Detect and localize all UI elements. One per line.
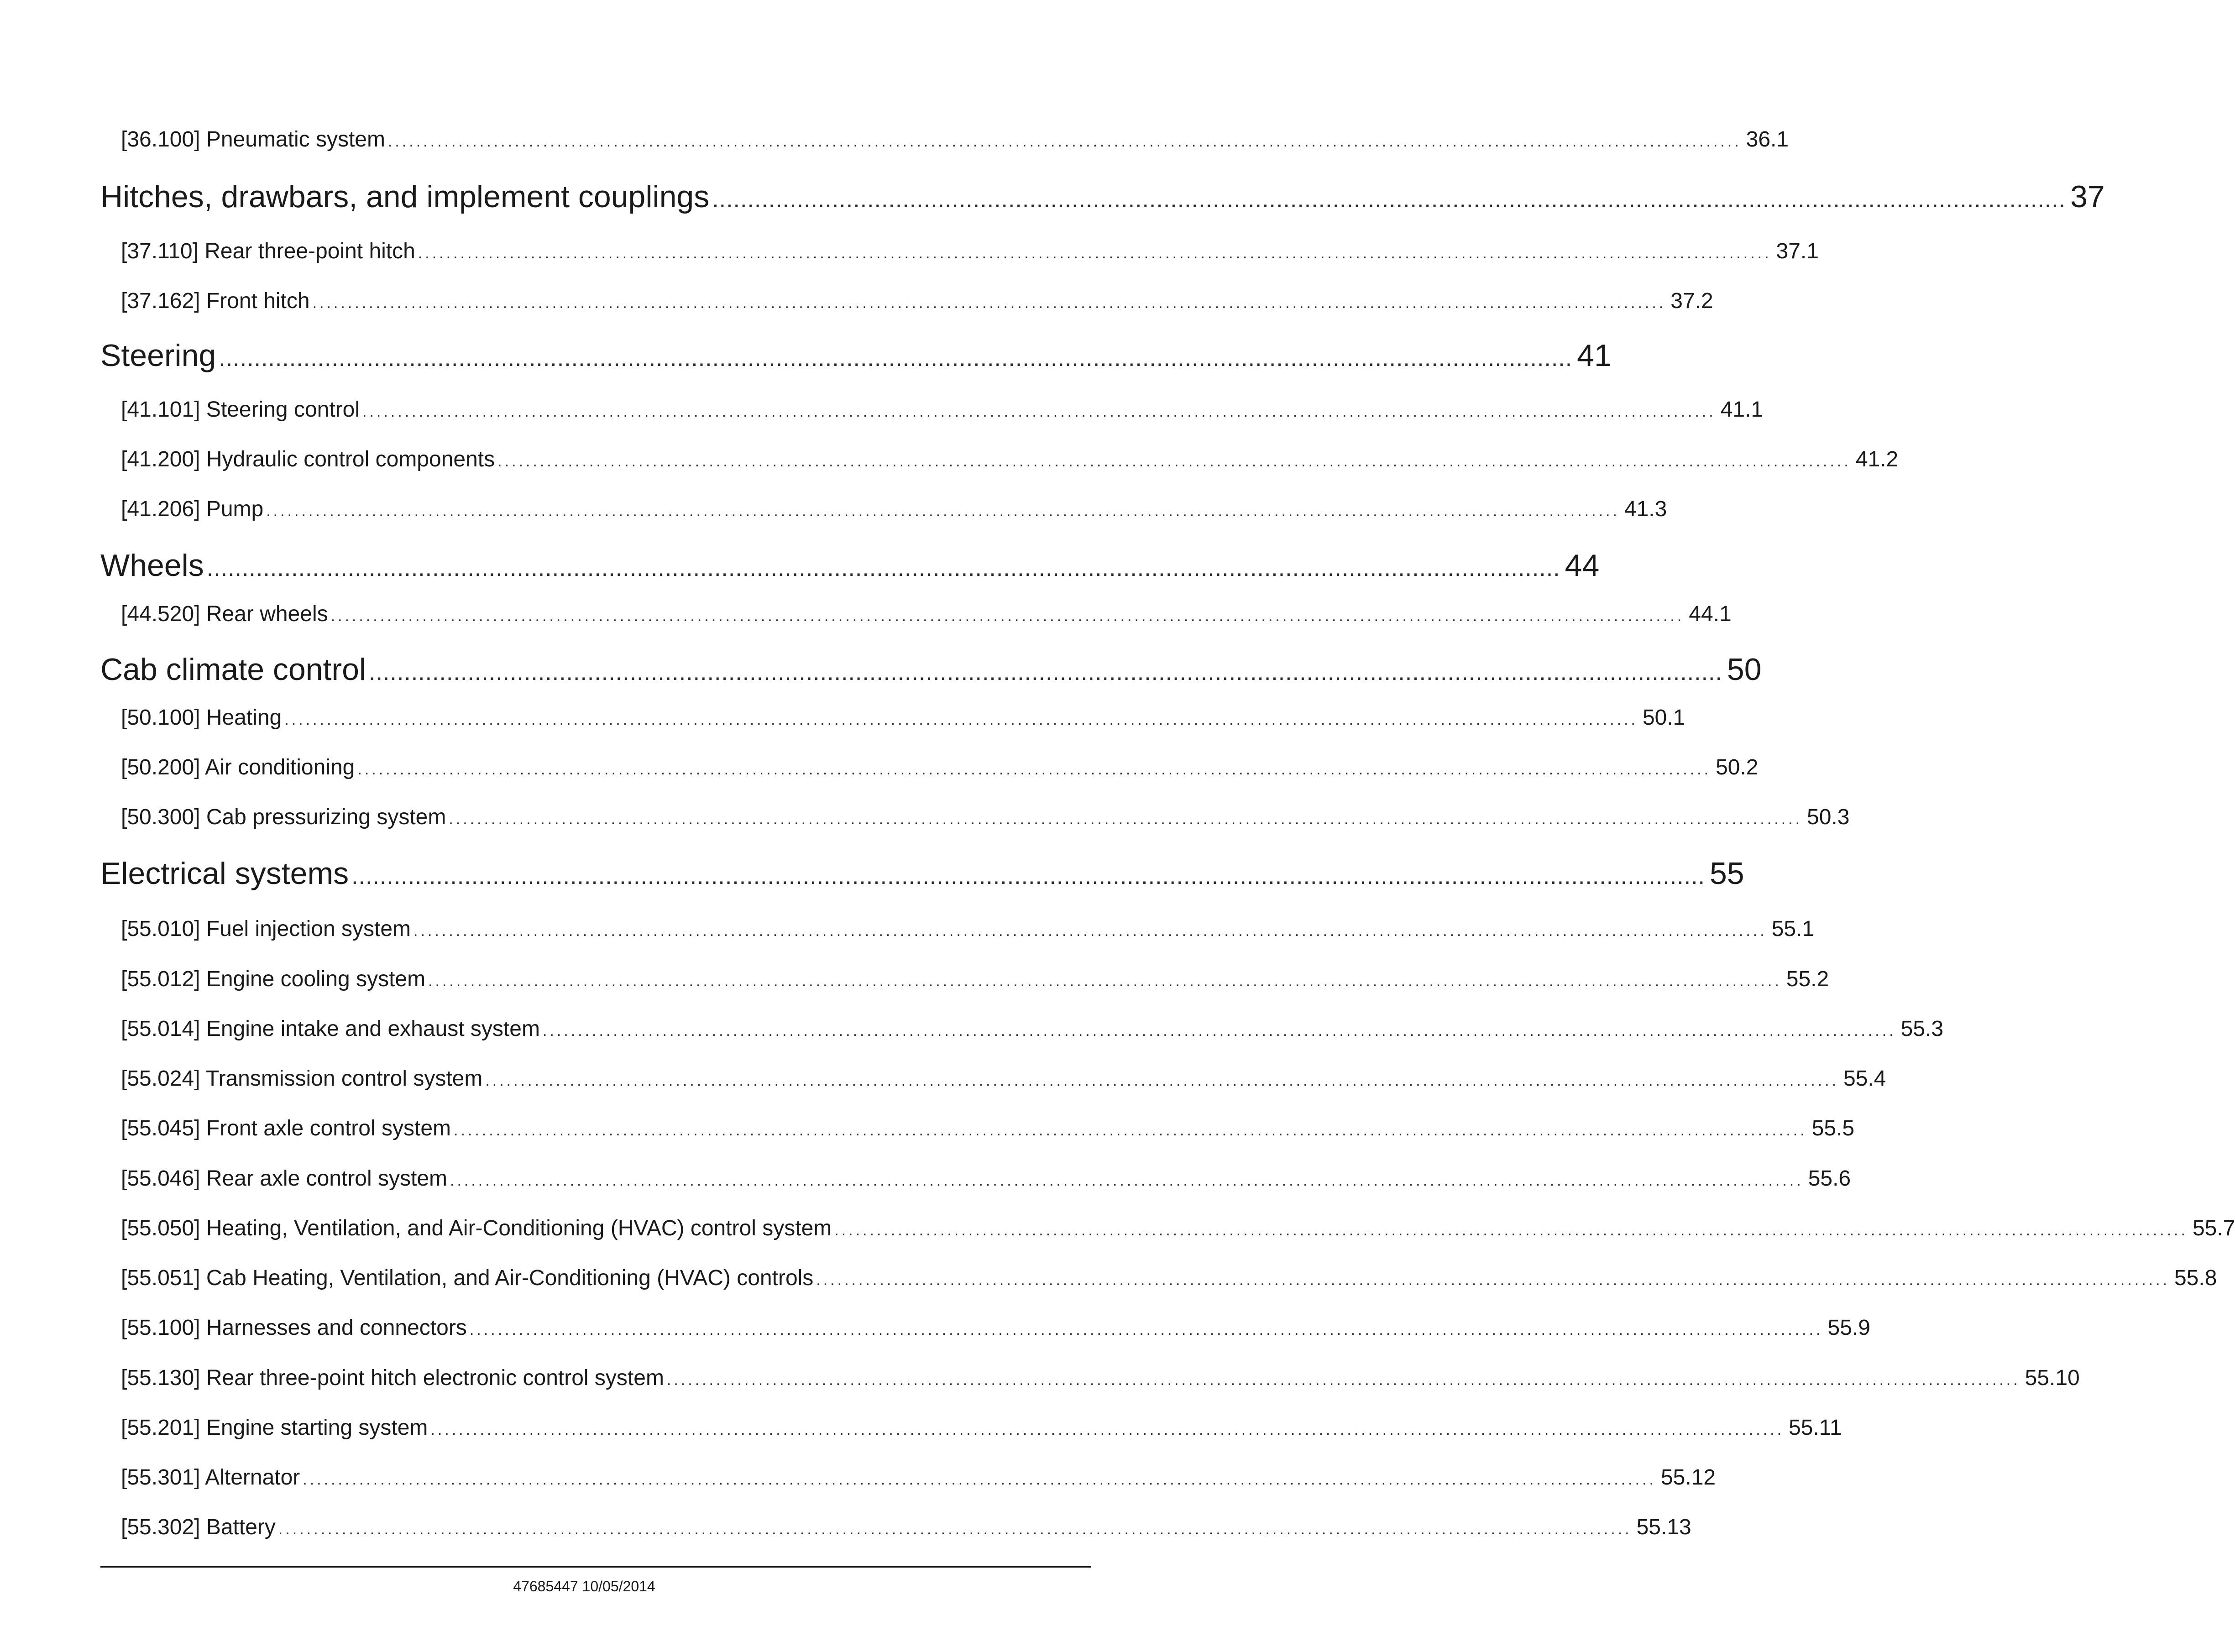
dot-leader: ................................................................................................................................................................................................ (414, 922, 1767, 940)
toc-entry-title: [50.300] Cab pressurizing system (121, 805, 446, 829)
dot-leader: ................................................................................................................................................................................................ (266, 502, 1620, 520)
toc-entry-title: [37.162] Front hitch (121, 289, 310, 313)
toc-entry-page: 37.1 (1776, 239, 1819, 263)
toc-entry[interactable] (121, 288, 1713, 314)
toc-section-title: Cab climate control (100, 652, 366, 687)
toc-entry[interactable] (121, 1166, 1851, 1191)
toc-entry-title: [55.045] Front axle control system (121, 1116, 451, 1140)
dot-leader: ................................................................................................................................................................................................ (430, 1421, 1785, 1438)
dot-leader: ................................................................................................................................................................................................ (816, 1271, 2170, 1289)
toc-entry-page: 55.2 (1786, 967, 1829, 991)
toc-entry[interactable] (121, 1216, 2235, 1241)
toc-section-page: 55 (1709, 856, 1744, 891)
toc-entry-title: [55.024] Transmission control system (121, 1066, 483, 1091)
dot-leader: ................................................................................................................................................................................................ (219, 345, 1573, 371)
toc-entry[interactable] (121, 447, 1899, 472)
dot-leader: ................................................................................................................................................................................................ (712, 186, 2066, 213)
toc-entry-title: [55.012] Engine cooling system (121, 967, 426, 991)
toc-entry[interactable] (121, 1016, 1944, 1041)
footer-document-id: 47685447 10/05/2014 (513, 1578, 655, 1594)
dot-leader: ................................................................................................................................................................................................ (278, 1521, 1632, 1538)
toc-section-title: Hitches, drawbars, and implement couplings (100, 179, 710, 214)
dot-leader: ................................................................................................................................................................................................ (303, 1471, 1656, 1488)
dot-leader: ................................................................................................................................................................................................ (357, 761, 1712, 778)
dot-leader: ................................................................................................................................................................................................ (497, 453, 1851, 470)
toc-section-title: Wheels (100, 548, 204, 583)
toc-entry[interactable] (121, 127, 1789, 152)
toc-section[interactable] (100, 338, 1612, 373)
toc-entry-title: [41.206] Pump (121, 497, 264, 521)
toc-entry-title: [55.301] Alternator (121, 1465, 300, 1490)
toc-entry-page: 55.12 (1660, 1465, 1716, 1490)
toc-entry[interactable] (121, 1265, 2217, 1291)
toc-entry-title: [55.046] Rear axle control system (121, 1166, 448, 1191)
toc-entry-title: [44.520] Rear wheels (121, 602, 328, 626)
toc-entry-title: [55.050] Heating, Ventilation, and Air-Conditioning (HVAC) control system (121, 1216, 832, 1240)
toc-section[interactable] (100, 856, 1744, 891)
footer-divider (100, 1566, 1091, 1568)
dot-leader: ................................................................................................................................................................................................ (428, 972, 1782, 990)
toc-entry-page: 55.4 (1843, 1066, 1886, 1091)
dot-leader: ................................................................................................................................................................................................ (449, 810, 1803, 828)
toc-entry[interactable] (121, 1315, 1870, 1340)
toc-section[interactable] (100, 652, 1762, 687)
dot-leader: ................................................................................................................................................................................................ (362, 403, 1716, 420)
toc-entry-title: [55.014] Engine intake and exhaust system (121, 1017, 540, 1041)
toc-entry[interactable] (121, 805, 1850, 830)
toc-section-page: 41 (1577, 338, 1612, 373)
toc-entry-page: 55.5 (1811, 1116, 1855, 1140)
toc-entry-page: 55.10 (2025, 1366, 2080, 1390)
toc-entry-page: 41.1 (1720, 397, 1764, 422)
toc-entry[interactable] (121, 1415, 1842, 1440)
toc-entry-page: 55.3 (1900, 1017, 1944, 1041)
toc-entry-title: [37.110] Rear three-point hitch (121, 239, 415, 263)
toc-entry-title: [55.010] Fuel injection system (121, 917, 411, 941)
dot-leader: ................................................................................................................................................................................................ (369, 659, 1722, 685)
toc-entry[interactable] (121, 967, 1829, 992)
toc-entry-page: 55.11 (1789, 1416, 1842, 1440)
toc-entry-title: [55.201] Engine starting system (121, 1416, 428, 1440)
dot-leader: ................................................................................................................................................................................................ (542, 1022, 1896, 1040)
toc-entry-page: 55.7 (2192, 1216, 2235, 1240)
dot-leader: ................................................................................................................................................................................................ (387, 133, 1742, 150)
toc-entry-page: 50.1 (1642, 706, 1685, 730)
toc-entry-page: 41.2 (1855, 447, 1899, 471)
toc-entry[interactable] (121, 1066, 1886, 1091)
toc-entry-page: 50.2 (1716, 755, 1759, 779)
toc-entry-title: [55.302] Battery (121, 1515, 276, 1539)
toc-entry-title: [41.101] Steering control (121, 397, 360, 422)
dot-leader: ................................................................................................................................................................................................ (834, 1222, 2188, 1239)
dot-leader: ................................................................................................................................................................................................ (485, 1072, 1839, 1089)
toc-entry-page: 41.3 (1624, 497, 1667, 521)
dot-leader: ................................................................................................................................................................................................ (469, 1321, 1823, 1338)
dot-leader: ................................................................................................................................................................................................ (666, 1371, 2020, 1389)
toc-entry-page: 55.1 (1771, 917, 1815, 941)
dot-leader: ................................................................................................................................................................................................ (418, 245, 1772, 262)
dot-leader: ................................................................................................................................................................................................ (284, 711, 1638, 728)
toc-entry[interactable] (121, 1515, 1691, 1540)
toc-entry-page: 44.1 (1689, 602, 1732, 626)
toc-entry-page: 37.2 (1670, 289, 1713, 313)
toc-entry-title: [55.051] Cab Heating, Ventilation, and Air-Conditioning (HVAC) controls (121, 1266, 814, 1290)
toc-entry-page: 36.1 (1746, 127, 1789, 152)
toc-entry[interactable] (121, 239, 1819, 264)
toc-entry[interactable] (121, 705, 1685, 730)
toc-section-page: 50 (1727, 652, 1762, 687)
dot-leader: ................................................................................................................................................................................................ (206, 555, 1560, 581)
toc-entry[interactable] (121, 916, 1815, 941)
toc-entry-page: 50.3 (1807, 805, 1850, 829)
toc-entry-title: [55.130] Rear three-point hitch electronic control system (121, 1366, 664, 1390)
toc-section[interactable] (100, 179, 2105, 214)
dot-leader: ................................................................................................................................................................................................ (312, 294, 1666, 312)
toc-section-page: 37 (2070, 179, 2105, 214)
toc-entry[interactable] (121, 397, 1764, 422)
toc-entry-page: 55.8 (2174, 1266, 2217, 1290)
toc-entry-page: 55.13 (1636, 1515, 1691, 1539)
toc-entry-title: [55.100] Harnesses and connectors (121, 1316, 467, 1340)
toc-section-title: Electrical systems (100, 856, 349, 891)
toc-entry[interactable] (121, 1116, 1855, 1141)
dot-leader: ................................................................................................................................................................................................ (454, 1122, 1807, 1139)
toc-entry[interactable] (121, 497, 1667, 522)
toc-entry[interactable] (121, 755, 1759, 780)
toc-entry[interactable] (121, 601, 1732, 627)
toc-section-page: 44 (1565, 548, 1600, 583)
toc-entry[interactable] (121, 1365, 2080, 1391)
dot-leader: ................................................................................................................................................................................................ (330, 607, 1685, 625)
toc-section[interactable] (100, 548, 1600, 583)
toc-entry[interactable] (121, 1465, 1716, 1490)
toc-entry-page: 55.9 (1827, 1316, 1870, 1340)
toc-entry-title: [41.200] Hydraulic control components (121, 447, 495, 471)
toc-entry-title: [50.100] Heating (121, 706, 282, 730)
toc-entry-page: 55.6 (1808, 1166, 1851, 1191)
toc-entry-title: [36.100] Pneumatic system (121, 127, 385, 152)
dot-leader: ................................................................................................................................................................................................ (450, 1172, 1804, 1189)
dot-leader: ................................................................................................................................................................................................ (351, 863, 1705, 889)
toc-section-title: Steering (100, 338, 216, 373)
toc-entry-title: [50.200] Air conditioning (121, 755, 355, 779)
